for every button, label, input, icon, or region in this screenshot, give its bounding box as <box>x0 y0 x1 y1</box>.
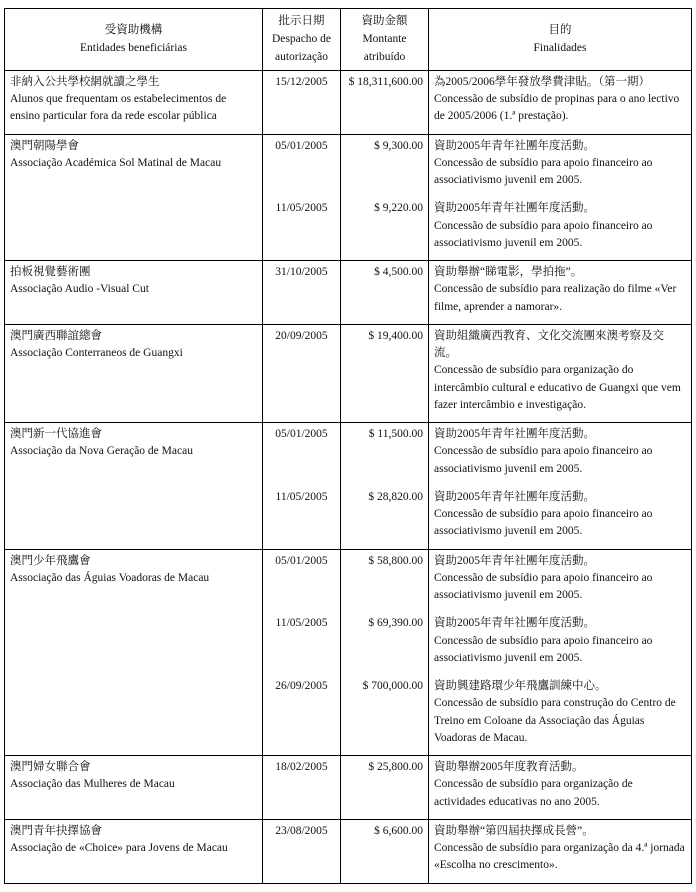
subsidy-table <box>4 8 692 884</box>
purpose-cell <box>429 71 691 134</box>
subsidy-amount: $ 700,000.00 <box>341 675 429 755</box>
entity-name-pt: Associação das Águias Voadoras de Macau <box>10 571 210 584</box>
authorization-date: 05/01/2005 <box>263 423 341 486</box>
entry-row <box>263 612 691 675</box>
entity-name-zh: 澳門少年飛鷹會 <box>10 554 91 567</box>
purpose-cell <box>429 325 691 422</box>
header-amount <box>341 9 429 70</box>
purpose-cell <box>429 756 691 819</box>
purpose-zh: 資助舉辦“睇電影，學拍拖”。 <box>434 266 583 278</box>
purpose-zh: 資助組織廣西教育、文化交流團來澳考察及交流。 <box>434 329 664 359</box>
table-header-row <box>5 9 691 71</box>
purpose-cell <box>429 820 691 883</box>
purpose-pt: Concessão de subsídio para construção do Centro de Treino em Coloane da Associação das Águias Voadoras de Macau. <box>434 697 676 744</box>
entry-row <box>263 423 691 486</box>
purpose-zh: 資助興建路環少年飛鷹訓練中心。 <box>434 680 607 692</box>
purpose-pt: Concessão de subsídio de propinas para o ano lectivo de 2005/2006 (1.ª prestação). <box>434 93 680 123</box>
purpose-pt: Concessão de subsídio para apoio financeiro ao associativismo juvenil em 2005. <box>434 508 653 538</box>
subsidy-amount: $ 28,820.00 <box>341 486 429 549</box>
entry-row <box>263 486 691 549</box>
header-entity-zh: 受資助機構 <box>104 23 163 36</box>
entity-cell <box>5 550 263 756</box>
header-date <box>263 9 341 70</box>
purpose-zh: 資助2005年青年社團年度活動。 <box>434 554 595 567</box>
table-row <box>5 261 691 325</box>
entity-name-zh: 澳門新一代協進會 <box>10 428 102 440</box>
header-date-pt: Despacho de autorização <box>271 33 332 63</box>
entry-row <box>263 197 691 260</box>
entry-row <box>263 71 691 134</box>
entry-row <box>263 135 691 198</box>
purpose-zh: 為2005/2006學年發放學費津貼。（第一期） <box>434 75 650 88</box>
entity-name-pt: Associação Conterraneos de Guangxi <box>10 347 183 359</box>
table-row <box>5 71 691 135</box>
purpose-cell <box>429 486 691 549</box>
purpose-pt: Concessão de subsídio para organização do intercâmbio cultural e educativo de Guangxi que vem fazer intercâmbio e investigação. <box>434 364 681 411</box>
purpose-pt: Concessão de subsídio para apoio financeiro ao associativismo juvenil em 2005. <box>434 445 653 475</box>
authorization-date: 23/08/2005 <box>263 820 341 883</box>
purpose-zh: 資助2005年青年社團年度活動。 <box>434 139 595 152</box>
entity-name-pt: Associação da Nova Geração de Macau <box>10 445 193 458</box>
authorization-date: 11/05/2005 <box>263 197 341 260</box>
entry-list <box>263 756 691 819</box>
entry-list <box>263 550 691 756</box>
purpose-pt: Concessão de subsídio para organização de actividades educativas no ano 2005. <box>434 778 633 808</box>
authorization-date: 18/02/2005 <box>263 756 341 819</box>
authorization-date: 31/10/2005 <box>263 261 341 324</box>
entity-cell <box>5 71 263 134</box>
subsidy-amount: $ 9,220.00 <box>341 197 429 260</box>
table-row <box>5 756 691 820</box>
entity-name-zh: 拍板視覺藝術團 <box>10 266 91 278</box>
purpose-zh: 資助2005年青年社團年度活動。 <box>434 490 595 503</box>
authorization-date: 11/05/2005 <box>263 612 341 675</box>
entry-list <box>263 261 691 324</box>
table-row <box>5 423 691 550</box>
entity-cell <box>5 325 263 422</box>
header-purpose <box>429 9 691 70</box>
authorization-date: 20/09/2005 <box>263 325 341 422</box>
entity-cell <box>5 423 263 549</box>
header-amount-pt: Montante atribuído <box>362 33 407 63</box>
entity-name-pt: Associação das Mulheres de Macau <box>10 778 175 791</box>
header-date-zh: 批示日期 <box>278 15 325 27</box>
purpose-cell <box>429 197 691 260</box>
header-purpose-pt: Finalidades <box>533 41 587 54</box>
entry-row <box>263 675 691 755</box>
authorization-date: 05/01/2005 <box>263 550 341 613</box>
purpose-pt: Concessão de subsídio para apoio financeiro ao associativismo juvenil em 2005. <box>434 571 653 601</box>
entry-list <box>263 325 691 422</box>
purpose-pt: Concessão de subsídio para organização da 4.ª jornada «Escolha no crescimento». <box>434 842 685 872</box>
subsidy-amount: $ 9,300.00 <box>341 135 429 198</box>
purpose-zh: 資助2005年青年社團年度活動。 <box>434 617 595 630</box>
purpose-cell <box>429 612 691 675</box>
authorization-date: 15/12/2005 <box>263 71 341 134</box>
purpose-pt: Concessão de subsídio para apoio financeiro ao associativismo juvenil em 2005. <box>434 634 653 664</box>
entry-row <box>263 820 691 883</box>
entity-name-zh: 澳門朝陽學會 <box>10 139 79 152</box>
purpose-cell <box>429 675 691 755</box>
entity-name-zh: 澳門青年抉擇協會 <box>10 824 102 837</box>
table-row <box>5 550 691 757</box>
entry-list <box>263 135 691 261</box>
authorization-date: 26/09/2005 <box>263 675 341 755</box>
purpose-pt: Concessão de subsídio para apoio financeiro ao associativismo juvenil em 2005. <box>434 156 653 186</box>
entity-name-pt: Alunos que frequentam os estabelecimentos de ensino particular fora da rede escolar pública <box>10 93 227 123</box>
entry-row <box>263 325 691 422</box>
entity-name-pt: Associação Académica Sol Matinal de Macau <box>10 156 222 169</box>
entity-cell <box>5 135 263 261</box>
purpose-cell <box>429 261 691 324</box>
entry-row <box>263 261 691 324</box>
entity-cell <box>5 756 263 819</box>
subsidy-amount: $ 69,390.00 <box>341 612 429 675</box>
authorization-date: 11/05/2005 <box>263 486 341 549</box>
entity-cell <box>5 820 263 883</box>
table-row <box>5 325 691 423</box>
entry-list <box>263 71 691 134</box>
header-entity <box>5 9 263 70</box>
purpose-zh: 資助舉辦2005年度教育活動。 <box>434 761 584 773</box>
entity-name-zh: 非納入公共學校網就讀之學生 <box>10 75 160 88</box>
table-row <box>5 135 691 262</box>
purpose-cell <box>429 550 691 613</box>
entry-row <box>263 756 691 819</box>
purpose-cell <box>429 423 691 486</box>
entity-name-pt: Associação Audio -Visual Cut <box>10 283 149 296</box>
entry-row <box>263 550 691 613</box>
subsidy-amount: $ 19,400.00 <box>341 325 429 422</box>
subsidy-amount: $ 6,600.00 <box>341 820 429 883</box>
entity-name-pt: Associação de «Choice» para Jovens de Macau <box>10 842 228 854</box>
table-body <box>5 71 691 883</box>
purpose-zh: 資助舉辦“第四屆抉擇成長營”。 <box>434 824 594 837</box>
entity-name-zh: 澳門廣西聯誼總會 <box>10 329 102 342</box>
subsidy-amount: $ 25,800.00 <box>341 756 429 819</box>
subsidy-amount: $ 11,500.00 <box>341 423 429 486</box>
purpose-zh: 資助2005年青年社團年度活動。 <box>434 428 595 440</box>
authorization-date: 05/01/2005 <box>263 135 341 198</box>
purpose-pt: Concessão de subsídio para realização do filme «Ver filme, aprender a namorar». <box>434 283 677 313</box>
entry-list <box>263 820 691 883</box>
header-purpose-zh: 目的 <box>548 23 572 36</box>
entity-name-zh: 澳門婦女聯合會 <box>10 761 91 773</box>
purpose-pt: Concessão de subsídio para apoio financeiro ao associativismo juvenil em 2005. <box>434 219 653 249</box>
subsidy-amount: $ 18,311,600.00 <box>341 71 429 134</box>
header-amount-zh: 資助金額 <box>361 15 408 27</box>
subsidy-amount: $ 58,800.00 <box>341 550 429 613</box>
subsidy-amount: $ 4,500.00 <box>341 261 429 324</box>
entity-cell <box>5 261 263 324</box>
purpose-cell <box>429 135 691 198</box>
purpose-zh: 資助2005年青年社團年度活動。 <box>434 202 595 215</box>
entry-list <box>263 423 691 549</box>
header-entity-pt: Entidades beneficiárias <box>80 41 187 54</box>
table-row <box>5 820 691 883</box>
